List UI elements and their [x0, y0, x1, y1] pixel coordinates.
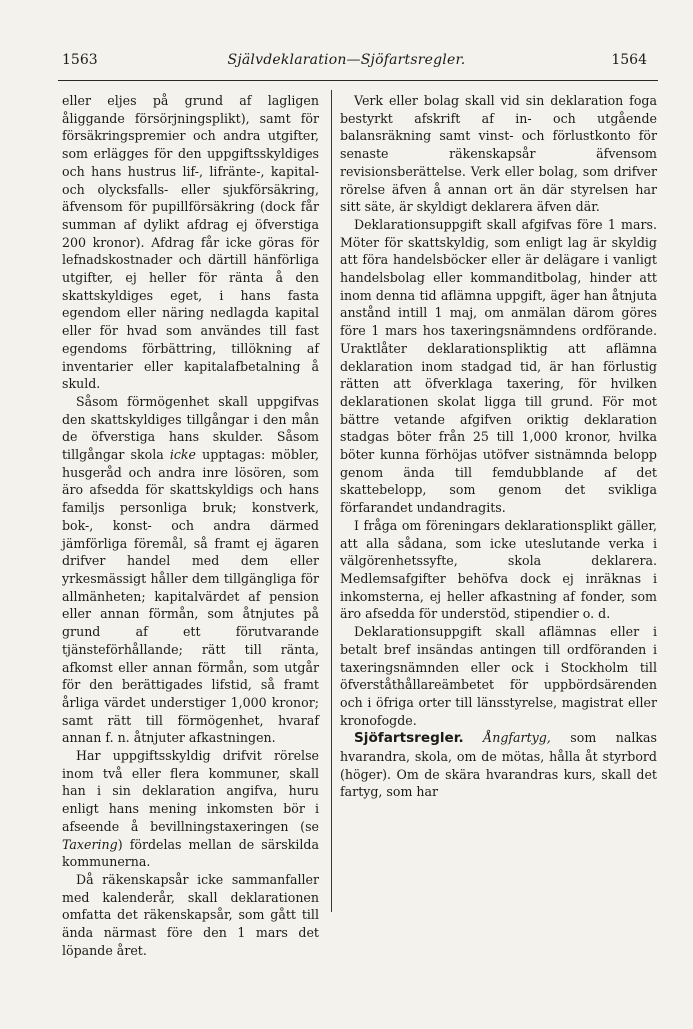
page-number-left: 1563 — [62, 52, 98, 68]
paragraph-text: som nalkas hvarandra, skola, om de mötas, hålla åt styrbord (höger). Om de skära hvarandras kurs, skall det fartyg, som har — [340, 730, 657, 800]
header-rule — [58, 80, 658, 81]
paragraph-text: Såsom förmögenhet skall uppgifvas den skattskyldiges tillgångar i den mån de öfverstiga hans skulder. Såsom tillgångar skola — [62, 393, 319, 463]
emphasis-text: Taxering — [62, 836, 118, 852]
page-number-right: 1564 — [611, 52, 647, 68]
page-header — [0, 52, 693, 76]
column-divider — [331, 90, 332, 912]
paragraph-text: ) fördelas mellan de särskilda kommunerna. — [62, 836, 319, 870]
paragraph: Verk eller bolag skall vid sin deklaration foga bestyrkt afskrift af in- och utgående balansräkning samt vinst- och förlustkonto för senaste räkenskapsår äfvensom revisionsberättelse. Verk eller bolag, som drifver rörelse äfven å annan ort än där styrelsen har sitt säte, är skyldigt deklarera äfven där. — [340, 93, 657, 215]
paragraph: Deklarationsuppgift skall afgifvas före 1 mars. Möter för skattskyldig, som enligt lag är skyldig att föra handelsböcker eller är delägare i vanligt handelsbolag eller kommanditbolag, hinder att inom denna tid aflämna uppgift, äger han åtnjuta anstånd intill 1 maj, om anmälan därom göres före 1 mars hos taxeringsnämndens ordförande. Uraktlåter deklarationspliktig att aflämna deklaration inom stadgad tid, är han förlustig rätten att öfverklaga taxering, för hvilken deklarationen skolat ligga till grund. För mot bättre vetande afgifven oriktig deklaration stadgas böter från 25 till 1,000 kronor, hvilka böter kunna förhöjas utöfver sistnämnda belopp genom ända till femdubblande af det skattebelopp, som genom det svikliga förfarandet undandragits. — [340, 216, 657, 516]
paragraph-text: upptagas: möbler, husgeråd och andra inre lösören, som äro afsedda för skattskyldigs och hans familjs personliga bruk; konstverk, bok-, konst- och andra därmed jämförliga föremål, så framt ej ägaren drifver handel med dem eller yrkesmässigt håller dem tillgängliga för allmänheten; kapitalvärdet af pension eller annan förmån, som åtnjutes på grund af ett förutvarande tjänsteförhållande; rätt till ränta, afkomst eller annan förmån, som utgår för den berättigades lifstid, så framt årliga värdet understiger 1,000 kronor; samt rätt till förmögenhet, hvaraf annan f. n. åtnjuter afkastningen. — [62, 447, 320, 746]
paragraph: eller eljes på grund af lagligen åliggande försörjningsplikt), samt för försäkringspremier och andra utgifter, som erlägges för den uppgiftsskyldiges och hans hustrus lif-, lifränte-, kapital- och olycksfalls- eller sjukförsäkring, äfvensom för pupillförsäkring (dock får summan af dylikt afdrag ej öfverstiga 200 kronor). Afdrag får icke göras för lefnadskostnader och därtill hänförliga utgifter, ej heller för ränta å den skattskyldiges eget, i hans fasta egendom eller näring nedlagda kapital eller för hvad som användes till fast egendoms förbättring, tillökning af inventarier eller kapitalafbetalning å skuld. — [62, 93, 319, 392]
right-column — [340, 92, 657, 801]
paragraph: Då räkenskapsår icke sammanfaller med kalenderår, skall deklarationen omfatta det räkenskapsår, som gått till ända närmast före den 1 mars det löpande året. — [62, 871, 319, 958]
running-title: Självdeklaration—Sjöfartsregler. — [227, 52, 466, 68]
emphasis-text: icke — [169, 447, 197, 463]
paragraph — [62, 747, 319, 871]
paragraph: Deklarationsuppgift skall aflämnas eller i betalt bref insändas antingen till ordföranden i taxeringsnämnden eller ock i Stockholm till öfverståthållareämbetet för uppbördsärenden och i öfriga orter till länsstyrelse, magistrat eller kronofogde. — [340, 624, 657, 728]
paragraph — [62, 393, 319, 747]
paragraph — [340, 729, 657, 801]
paragraph: I fråga om föreningars deklarationsplikt gäller, att alla sådana, som icke uteslutande verka i välgörenhetssyfte, skola deklarera. Medlemsafgifter behöfva dock ej inräknas i inkomsterna, ej heller afkastning af fonder, som äro afsedda för understöd, stipendier o. d. — [340, 517, 657, 622]
paragraph-text: Har uppgiftsskyldig drifvit rörelse inom två eller flera kommuner, skall han i sin deklaration angifva, huru enligt hans mening inkomsten bör i afseende å bevillningstaxeringen (se — [62, 748, 319, 834]
emphasis-text: Ångfartyg, — [483, 730, 551, 746]
section-heading: Sjöfartsregler. — [354, 730, 464, 747]
left-column — [62, 92, 319, 959]
